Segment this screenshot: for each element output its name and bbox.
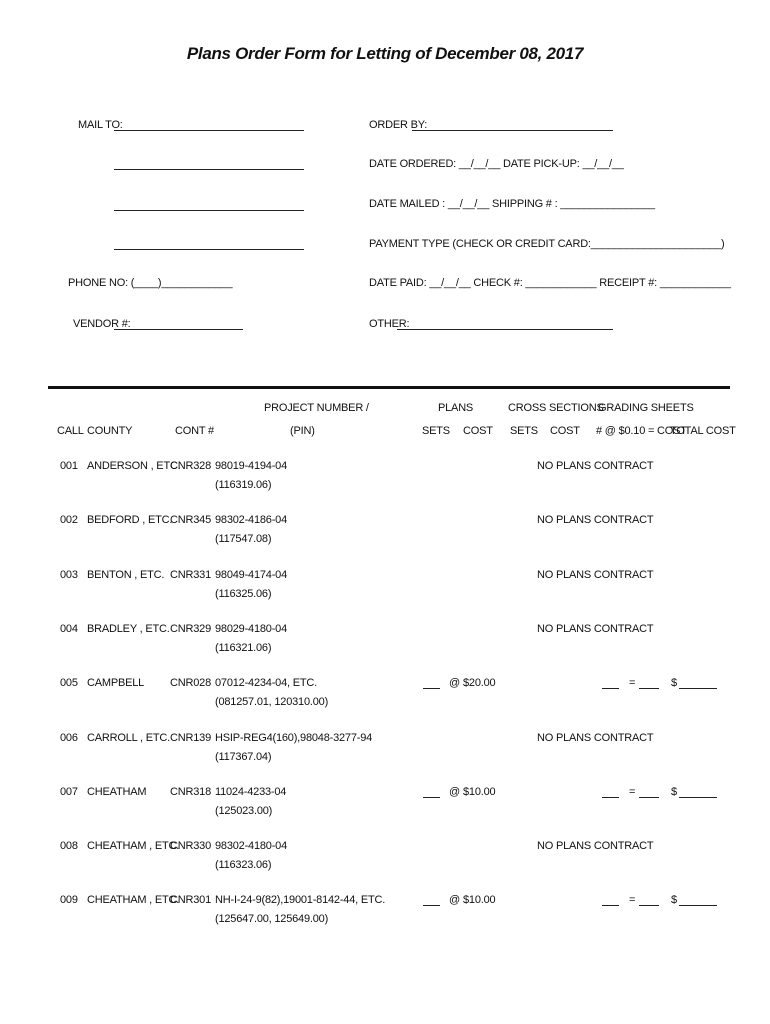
row-dollar-symbol: $ — [671, 786, 677, 798]
row-no-plans-note: NO PLANS CONTRACT — [537, 460, 654, 472]
row-project-number: 11024-4233-04 — [215, 786, 287, 798]
row-call: 003 — [60, 569, 78, 581]
other-label: OTHER: — [369, 318, 410, 330]
mail-to-line-4[interactable] — [114, 249, 304, 250]
row-at-symbol: @ — [449, 786, 460, 798]
row-call: 001 — [60, 460, 78, 472]
order-by-label: ORDER BY: — [369, 119, 428, 131]
row-no-plans-note: NO PLANS CONTRACT — [537, 514, 654, 526]
header-cross-sections: CROSS SECTIONS — [508, 402, 604, 414]
row-grading-cost-field[interactable] — [639, 688, 659, 689]
row-project-number: NH-I-24-9(82),19001-8142-44, ETC. — [215, 894, 386, 906]
row-plans-price: $10.00 — [463, 894, 496, 906]
header-call: CALL — [57, 425, 84, 437]
row-dollar-symbol: $ — [671, 677, 677, 689]
row-plans-price: $20.00 — [463, 677, 496, 689]
row-pin: (116319.06) — [215, 479, 272, 491]
header-project-number: PROJECT NUMBER / — [264, 402, 369, 414]
row-call: 009 — [60, 894, 78, 906]
header-county: COUNTY — [87, 425, 133, 437]
row-no-plans-note: NO PLANS CONTRACT — [537, 569, 654, 581]
row-cont: CNR330 — [170, 840, 211, 852]
row-county: ANDERSON , ETC. — [87, 460, 181, 472]
row-pin: (117547.08) — [215, 533, 272, 545]
header-total-cost: TOTAL COST — [670, 425, 736, 437]
row-plans-price: $10.00 — [463, 786, 496, 798]
row-pin: (116323.06) — [215, 859, 272, 871]
header-grading-cost: # @ $0.10 = COST — [596, 425, 687, 437]
header-grading-sheets: GRADING SHEETS — [598, 402, 694, 414]
row-grading-count-field[interactable] — [602, 688, 619, 689]
mail-to-line-2[interactable] — [114, 169, 304, 170]
row-total-cost-field[interactable] — [679, 797, 717, 798]
row-pin: (116325.06) — [215, 588, 272, 600]
row-cont: CNR139 — [170, 732, 211, 744]
row-plans-sets-field[interactable] — [423, 688, 440, 689]
row-pin: (081257.01, 120310.00) — [215, 696, 329, 708]
row-equals-symbol: = — [629, 786, 636, 798]
mail-to-line-3[interactable] — [114, 210, 304, 211]
row-plans-sets-field[interactable] — [423, 797, 440, 798]
phone-field[interactable]: PHONE NO: (____)____________ — [68, 277, 233, 289]
row-cont: CNR331 — [170, 569, 211, 581]
row-project-number: 98049-4174-04 — [215, 569, 288, 581]
row-county: CHEATHAM , ETC. — [87, 840, 180, 852]
row-county: CAMPBELL — [87, 677, 145, 689]
row-pin: (116321.06) — [215, 642, 272, 654]
page-title: Plans Order Form for Letting of December 08, 2017 — [186, 44, 584, 63]
row-call: 006 — [60, 732, 78, 744]
row-call: 002 — [60, 514, 78, 526]
row-county: CARROLL , ETC. — [87, 732, 170, 744]
row-county: BENTON , ETC. — [87, 569, 165, 581]
row-call: 005 — [60, 677, 78, 689]
header-cross-sets: SETS — [510, 425, 538, 437]
row-call: 004 — [60, 623, 78, 635]
row-project-number: 98302-4180-04 — [215, 840, 288, 852]
row-grading-cost-field[interactable] — [639, 797, 659, 798]
vendor-line[interactable] — [114, 329, 243, 330]
payment-type-field[interactable]: PAYMENT TYPE (CHECK OR CREDIT CARD:______________________) — [369, 238, 725, 250]
row-dollar-symbol: $ — [671, 894, 677, 906]
row-equals-symbol: = — [629, 894, 636, 906]
row-pin: (125647.00, 125649.00) — [215, 913, 329, 925]
vendor-label: VENDOR #: — [73, 318, 131, 330]
row-cont: CNR028 — [170, 677, 211, 689]
row-grading-count-field[interactable] — [602, 797, 619, 798]
row-no-plans-note: NO PLANS CONTRACT — [537, 623, 654, 635]
header-pin: (PIN) — [290, 425, 315, 437]
row-total-cost-field[interactable] — [679, 905, 717, 906]
row-cont: CNR318 — [170, 786, 211, 798]
row-grading-cost-field[interactable] — [639, 905, 659, 906]
row-grading-count-field[interactable] — [602, 905, 619, 906]
row-cont: CNR301 — [170, 894, 211, 906]
row-project-number: 98029-4180-04 — [215, 623, 288, 635]
row-cont: CNR329 — [170, 623, 211, 635]
date-mailed-field[interactable]: DATE MAILED : __/__/__ SHIPPING # : ________________ — [369, 198, 655, 210]
order-by-line[interactable] — [412, 130, 613, 131]
other-line[interactable] — [397, 329, 613, 330]
row-no-plans-note: NO PLANS CONTRACT — [537, 732, 654, 744]
header-plans: PLANS — [438, 402, 474, 414]
row-cont: CNR328 — [170, 460, 211, 472]
header-cross-cost: COST — [550, 425, 580, 437]
mail-to-line-1[interactable] — [114, 130, 304, 131]
date-paid-field[interactable]: DATE PAID: __/__/__ CHECK #: ____________ RECEIPT #: ____________ — [369, 277, 731, 289]
row-pin: (125023.00) — [215, 805, 273, 817]
row-project-number: 98302-4186-04 — [215, 514, 288, 526]
row-at-symbol: @ — [449, 894, 460, 906]
header-plans-cost: COST — [463, 425, 493, 437]
row-equals-symbol: = — [629, 677, 636, 689]
row-project-number: HSIP-REG4(160),98048-3277-94 — [215, 732, 373, 744]
row-total-cost-field[interactable] — [679, 688, 717, 689]
row-no-plans-note: NO PLANS CONTRACT — [537, 840, 654, 852]
date-ordered-field[interactable]: DATE ORDERED: __/__/__ DATE PICK-UP: __/__/__ — [369, 158, 624, 170]
mail-to-label: MAIL TO: — [78, 119, 123, 131]
row-call: 008 — [60, 840, 78, 852]
row-county: BEDFORD , ETC. — [87, 514, 173, 526]
header-cont: CONT # — [175, 425, 214, 437]
row-county: BRADLEY , ETC. — [87, 623, 170, 635]
row-county: CHEATHAM — [87, 786, 147, 798]
row-at-symbol: @ — [449, 677, 460, 689]
row-project-number: 07012-4234-04, ETC. — [215, 677, 317, 689]
row-pin: (117367.04) — [215, 751, 272, 763]
row-project-number: 98019-4194-04 — [215, 460, 288, 472]
row-county: CHEATHAM , ETC. — [87, 894, 180, 906]
table-top-divider — [48, 386, 730, 389]
header-plans-sets: SETS — [422, 425, 450, 437]
row-call: 007 — [60, 786, 78, 798]
row-cont: CNR345 — [170, 514, 211, 526]
row-plans-sets-field[interactable] — [423, 905, 440, 906]
